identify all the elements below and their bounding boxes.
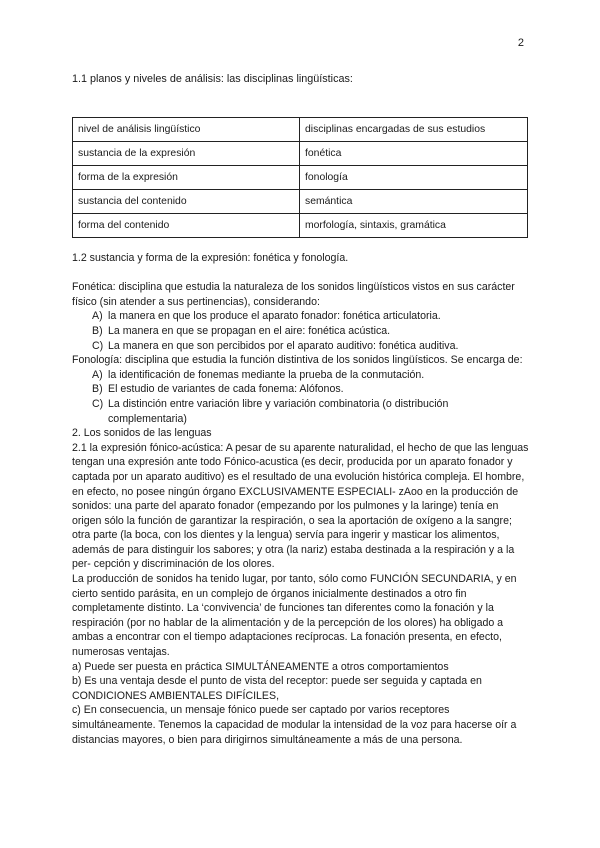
fonetica-list-item: [92, 339, 530, 354]
fonetica-definition: Fonética: disciplina que estudia la naturaleza de los sonidos lingüísticos vistos en sus carácter físico (sin atender a sus pertinencias), considerando:: [72, 281, 515, 308]
advantage-item-b: b) Es una ventaja desde el punto de vista del receptor: puede ser seguida y captada en CONDICIONES AMBIENTALES DIFÍCILES,: [72, 675, 482, 702]
table-row: [73, 118, 528, 142]
page-number: 2: [517, 37, 524, 49]
fonologia-list-item: [92, 397, 530, 426]
spacer: [72, 266, 530, 281]
advantage-item-c: c) En consecuencia, un mensaje fónico puede ser captado por varios receptores simultáneamente. Tenemos la capacidad de modular la intensidad de la voz para hacerse oír a distancias mayores, o bien para dirigirnos simultáneamente a más de una persona.: [72, 704, 517, 746]
fonologia-list: [72, 368, 530, 426]
analysis-levels-table: [72, 117, 528, 238]
fonetica-list-item: [92, 324, 530, 339]
list-marker: C): [92, 397, 104, 410]
table-cell-discipline: fonética: [300, 142, 528, 166]
table-cell-discipline: fonología: [300, 166, 528, 190]
list-marker: A): [92, 368, 103, 381]
fonetica-list-item: [92, 309, 530, 324]
list-marker: C): [92, 339, 104, 352]
table-row: [73, 214, 528, 238]
table-cell-level: sustancia de la expresión: [73, 142, 300, 166]
body-text: [72, 251, 530, 747]
list-item-text: La manera en que se propagan en el aire: fonética acústica.: [108, 324, 391, 337]
advantage-item-a: a) Puede ser puesta en práctica SIMULTÁNEAMENTE a otros comportamientos: [72, 660, 449, 673]
paragraph-expresion-fonico-acustica: 2.1 la expresión fónico-acústica: A pesar de su aparente naturalidad, el hecho de que las lenguas tengan una expresión ante todo Fónico-acustica (es decir, producida por un aparato fonador y captada por un aparato auditivo) es el resultado de una evolución histórica compleja. El hombre, en efecto, no posee ningún órgano EXCLUSIVAMENTE ESPECIALI- zAoo en la producción de sonidos: una parte del aparato fonador (empezando por los pulmones y la laringe) tenía en origen sólo la función de garantizar la respiración, o sea la aportación de oxígeno a la sangre; otra parte (la boca, con los dientes y la lengua) servía para ingerir y masticar los alimentos, además de para distinguir los sabores; y otra (la nariz) estaba destinada a la respiración y a la per- cepción y discriminación de los olores.: [72, 441, 529, 571]
table-cell-level: nivel de análisis lingüístico: [73, 118, 300, 142]
list-item-text: La distinción entre variación libre y variación combinatoria (o distribución complementaria): [108, 397, 449, 425]
table-row: [73, 142, 528, 166]
list-marker: A): [92, 310, 103, 323]
fonologia-definition: Fonología: disciplina que estudia la función distintiva de los sonidos lingüísticos. Se encarga de:: [72, 354, 523, 367]
section-heading-1-2: 1.2 sustancia y forma de la expresión: fonética y fonología.: [72, 252, 349, 264]
section-heading-2: 2. Los sonidos de las lenguas: [72, 427, 212, 440]
fonologia-list-item: [92, 382, 530, 397]
fonologia-list-item: [92, 368, 530, 383]
table-cell-discipline: disciplinas encargadas de sus estudios: [300, 118, 528, 142]
paragraph-funcion-secundaria: La producción de sonidos ha tenido lugar, por tanto, sólo como FUNCIÓN SECUNDARIA, y en cierto sentido parásita, en un complejo de órganos inicialmente destinados a otro fin completamente distinto. La ‘convivencia’ de funciones tan diferentes como la fonación y la respiración (por no hablar de la alimentación y de la percepción de los olores) ha obligado a ambas a encontrar con el tiempo adaptaciones recíprocas. La fonación presenta, en efecto, numerosas ventajas.: [72, 573, 517, 659]
table-cell-level: forma del contenido: [73, 214, 300, 238]
section-heading-1-1: 1.1 planos y niveles de análisis: las disciplinas lingüísticas:: [72, 73, 353, 85]
list-item-text: la identificación de fonemas mediante la prueba de la conmutación.: [108, 368, 425, 381]
list-marker: B): [92, 383, 103, 396]
table-row: [73, 166, 528, 190]
table-cell-discipline: morfología, sintaxis, gramática: [300, 214, 528, 238]
table-cell-level: forma de la expresión: [73, 166, 300, 190]
fonetica-list: [72, 309, 530, 353]
table-cell-level: sustancia del contenido: [73, 190, 300, 214]
table-row: [73, 190, 528, 214]
list-marker: B): [92, 324, 103, 337]
table-cell-discipline: semántica: [300, 190, 528, 214]
table-body: [73, 118, 528, 238]
list-item-text: El estudio de variantes de cada fonema: Alófonos.: [108, 383, 344, 396]
list-item-text: La manera en que son percibidos por el aparato auditivo: fonética auditiva.: [108, 339, 459, 352]
list-item-text: la manera en que los produce el aparato fonador: fonética articulatoria.: [108, 310, 441, 323]
